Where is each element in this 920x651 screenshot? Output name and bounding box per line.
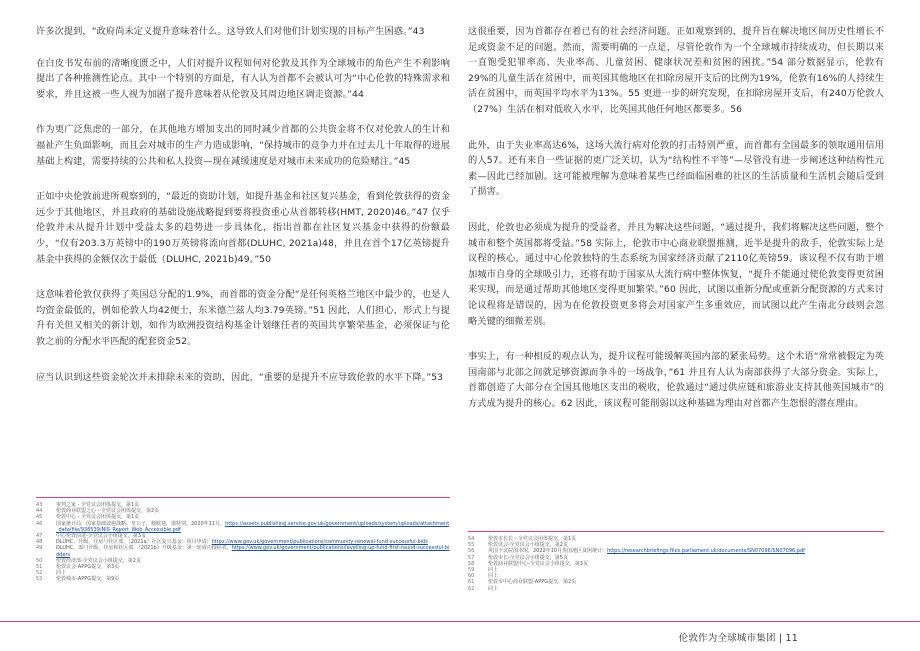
footnote-number: 46 xyxy=(36,520,43,527)
footnote-description: 伦敦市中心商业联盟-APPG提交，第2页 xyxy=(488,579,577,586)
footnote-description: 伦敦商业联盟之心 - 全党议会团体提交，第2页 xyxy=(56,508,160,515)
footnote-number: 49 xyxy=(36,545,43,552)
right-paragraph-1: 这很重要，因为首都存在着已有的社会经济问题。正如观察到的，提升旨在解决地区间历史性增长不足或资金不足的问题。然而，需要明确的一点是，尽管伦敦作为一个全球城市持续成功，但长期以来一直饱受犯罪率高、失业率高、儿童贫困、健康状况差和贫困的困扰。”54 部分数据显示，伦敦有29%的儿童生活在贫困中，而英国其他地区在扣除房屋开支后的比例为19%，伦敦有16%的人持续生活在贫困中，而英国平均水平为13%。55 更进一步的研究发现，在扣除房屋开支后，有240万伦敦人（27%）生活在相对低收入水平，比英国其他任何地区都要多。56 xyxy=(468,26,884,115)
footnote-number: 53 xyxy=(36,576,43,583)
footnote-number: 48 xyxy=(36,539,43,546)
page-footer-divider xyxy=(0,621,920,622)
right-footnote-divider xyxy=(468,531,884,532)
footnote-number: 51 xyxy=(36,564,43,571)
footnote-description: 伦敦城市-APPG提交，第9页 xyxy=(56,576,120,583)
footnote-number: 47 xyxy=(36,533,43,540)
footnote-number: 43 xyxy=(36,502,43,508)
left-footnote-divider xyxy=(36,497,450,498)
left-paragraph-4: 正如中央伦敦前进所观察到的，“最近的资助计划，如提升基金和社区复兴基金，看到伦敦获得的资金远少于其他地区，并且政府的基础设施战略提到要将投资重心从首都转移(HMT, 2020)46。”47 仅乎伦敦并未从提升计划中受益太多的趋势进一步具体化，指出首都在社区复兴基金中获得的份额最少，“仅有203.3万英镑中的190万英镑将流向首都(DLUHC, 2021a)48，并且在首个17亿英镑提升基金中获得的金额仅次于最低（DLUHC, 2021b)49。”50 xyxy=(36,191,450,265)
left-paragraph-6: 应当认识到这些资金轮次并未排除未来的资助，因此，“重要的是提升不应导致伦敦的水平下降。”53 xyxy=(36,371,444,383)
footnote-description: 伦敦市长长 - 全党议会团体提交，第1页 xyxy=(488,536,577,542)
left-paragraph-3: 作为更广泛焦虑的一部分，在其他地方增加支出的同时减少首都的公共资金将不仅对伦敦人的生计和福祉产生负面影响，而且会对城市的生产力造成影响，“保持城市的竞争力并在过去几十年取得的进展基础上构建，需要持续的公共和私人投资—现在减缓速度是对城市未来成功的危险赌注。”45 xyxy=(36,124,450,167)
footnote-description: 伦敦议会-全党议会小组提交，第2页 xyxy=(488,542,568,549)
right-footnotes xyxy=(468,536,884,592)
right-paragraph-2: 此外，由于失业率高达6%，这场大流行病对伦敦的打击特别严重，而首都有全国最多的领取通用信用的人57。还有来自一些证据的更广泛关切，认为“结构性不平等”—尽管没有进一步阐述这种结构性元素—因此已经加剧。这可能被理解为意味着某些已经面临困难的社区的生活质量和生活机会随后受到了损害。 xyxy=(468,139,884,198)
footnote-description: DLUHC，升级，住房与社区部，（2021a）社区复兴基金：项目申请： xyxy=(56,539,212,546)
left-column xyxy=(36,24,450,385)
footnote-number: 59 xyxy=(468,567,475,574)
footnote-description: 国家统计局，国家基础设施战略。皇公子，便欧通，诸特别。2020年11月， xyxy=(56,520,226,527)
page-footer: 伦敦作为全球城市集团 | 11 xyxy=(678,633,798,644)
footnote-description: 审判之家 - 全党议会团体提交，第1页 xyxy=(56,502,140,508)
left-paragraph-5: 这意味着伦敦仅获得了英国总分配的1.9%，而首都的资金分配“是任何英格兰地区中最少的，也是人均资金最低的，例如伦敦人均42便士，东米德兰兹人均3.79英镑。”51 因此，人们担心，形式上与提升有关但又相关的新计划，如作为欧洲投资结构基金计划继任者的英国共享繁荣基金，必须保证与伦敦之前的分配水平匹配的配套资金52。 xyxy=(36,289,450,347)
footnote-description: 英国下议院图书馆，2022年10月英国地区贫困统计： xyxy=(488,548,608,555)
footnote-item xyxy=(468,586,884,592)
footnote-link[interactable]: https://researchbriefings.files.parliament.uk/documents/SN07096/SN07096.pdf xyxy=(607,548,805,555)
left-paragraph-2: 在白皮书发布前的清晰度匮乏中，人们对提升议程如何对伦敦及其作为全球城市的角色产生不利影响提出了各种推测性论点。其中一个特别的方面是，有人认为首都不会被认可为“中心伦敦的特殊需求和要求，并且这被一些人视为加剧了提升意味着从伦敦及其周边地区调走资源。”44 xyxy=(36,57,450,100)
footnote-description: 伦敦商业联盟中心-全党议会小组提交，第3页 xyxy=(488,560,588,567)
footnote-text xyxy=(56,545,450,557)
footnote-item xyxy=(36,545,450,557)
footnote-number: 57 xyxy=(468,554,475,561)
footnote-description: 同上 xyxy=(56,570,67,577)
right-column xyxy=(468,24,884,411)
footnote-text xyxy=(56,576,450,582)
footnote-description: 同上 xyxy=(488,585,499,592)
footnote-number: 56 xyxy=(468,548,475,555)
footnote-text xyxy=(488,586,884,592)
footnote-number: 50 xyxy=(36,557,43,564)
footnote-item xyxy=(36,521,450,533)
footnote-number: 54 xyxy=(468,536,475,542)
footnote-link[interactable]: https://assets.publishing.service.gov.uk/government/uploads/system/uploads/attachment_data/file/938539/NIS_Report_Web_Accessible.pdf xyxy=(56,520,450,533)
right-paragraph-4: 事实上，有一种相反的观点认为，提升议程可能缓解英国内部的紧张局势。这个术语“常常被假定为英国南部与北部之间就足够资源而争斗的一场战争，”61 并且有人认为南部获得了大部分资金。实际上，首都创造了大部分在全国其他地区支出的税收，伦敦通过“通过供应链和旅游业支持其他英国城市”的方式成为提升的核心。62 因此，该议程可能削弱以这种基础为理由对首都产生怨恨的潜在理由。 xyxy=(468,351,884,409)
footnote-description: 伦敦议会-APPG提交，第3页 xyxy=(56,564,120,571)
footnote-description: 同上 xyxy=(488,567,499,574)
footnote-link[interactable]: https://www.gov.uk/government/publications/levelling-up-fund-first-round-successful-bidders xyxy=(56,545,450,558)
footnote-number: 62 xyxy=(468,585,475,592)
left-footnotes xyxy=(36,502,450,583)
footnote-description: 伦敦经济部-全党议会小组提交，第2页 xyxy=(56,557,141,564)
footnote-link[interactable]: https://www.gov.uk/government/publications/community-renewal-fund-successful-bids xyxy=(211,539,428,546)
footnote-description: 中心伦敦前进-全党议会小组提交，第3页 xyxy=(56,533,146,540)
footnote-number: 58 xyxy=(468,560,475,567)
footnote-number: 45 xyxy=(36,514,43,521)
footnote-number: 55 xyxy=(468,542,475,549)
right-paragraph-3: 因此，伦敦也必须成为提升的受益者，并且为解决这些问题，“通过提升，我们将解决这些问题，整个城市和整个英国都将受益。”58 实际上，伦敦市中心商业联盟推测，近半是提升的敌手，伦敦实际上是议程的核心，通过中心伦敦独特的生态系统为国家经济贡献了2110亿英镑59。该议程不仅有助于增加城市自身的全球吸引力，还将有助于国家从大流行病中整体恢复，“提升不能通过使伦敦变得更贫困来实现，而是通过帮助其他地区变得更加繁荣。”60 因此，试图以重新分配或重新分配资源的方式来讨论议程将是错误的，因为在伦敦投资更多将会对国家产生多重效应，而试图以此产生南北分歧则会忽略关键的细微差别。 xyxy=(468,221,884,327)
footnote-number: 44 xyxy=(36,508,43,515)
footnote-description: 伦敦市长-全党议会小组提交，第5页 xyxy=(488,554,568,561)
footnote-description: 伦敦中心 - 全党议会团体提交，第1页 xyxy=(56,514,140,521)
footnote-description: DLUHC，部门升级，住房和社区部，（2021b）升级基金：第一轮成功投标者， xyxy=(56,545,232,552)
footnote-number: 60 xyxy=(468,573,475,580)
footnote-text xyxy=(56,521,450,533)
footnote-number: 52 xyxy=(36,570,43,577)
footnote-number: 61 xyxy=(468,579,475,586)
footnote-description: 同上 xyxy=(488,573,499,580)
left-paragraph-1: 许多次提到，“政府尚未定义提升意味着什么。这导致人们对他们计划实现的目标产生困惑。”43 xyxy=(36,26,425,37)
footnote-item xyxy=(36,576,450,582)
